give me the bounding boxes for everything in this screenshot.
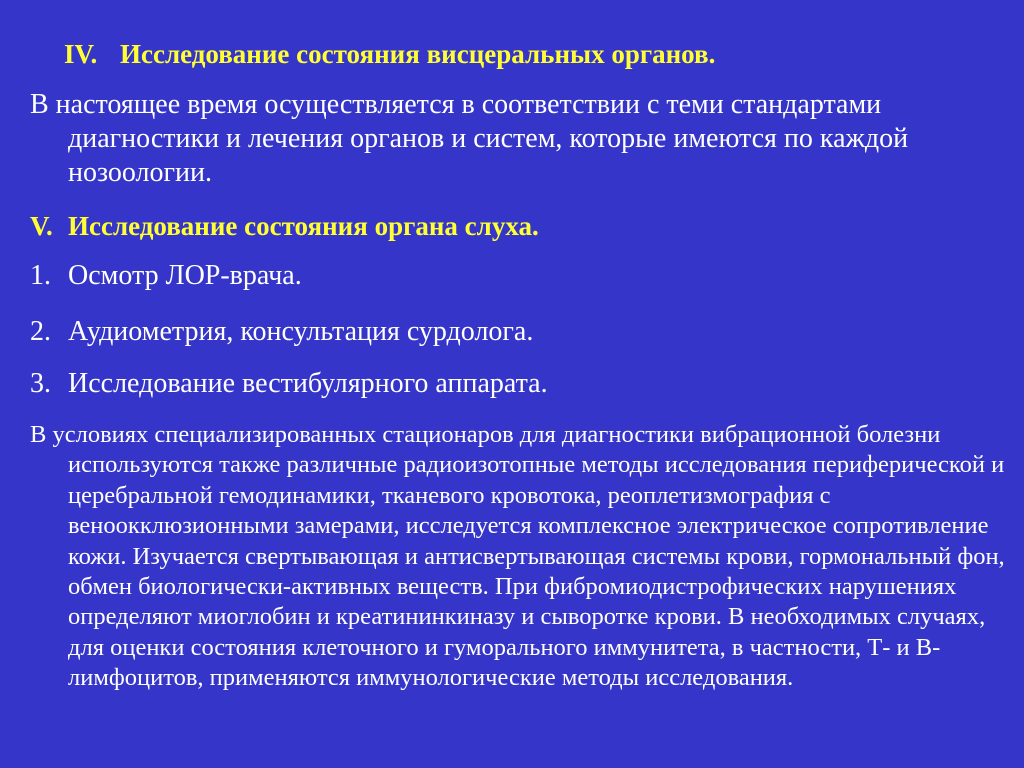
section-heading-iv	[64, 38, 715, 70]
paragraph-visceral-organs: В настоящее время осуществляется в соответствии с теми стандартами диагностики и лечения органов и систем, которые имеются по каждой нозоологии.	[30, 89, 909, 188]
list-item-text: Осмотр ЛОР-врача.	[68, 260, 302, 291]
list-item	[30, 315, 533, 349]
section-title: Исследование состояния органа слуха.	[68, 211, 539, 241]
list-item-number: 2.	[30, 316, 51, 347]
list-item-number: 1.	[30, 260, 51, 291]
list-item-text: Аудиометрия, консультация сурдолога.	[68, 316, 534, 347]
list-item	[30, 367, 548, 401]
section-number: V.	[30, 211, 53, 241]
list-item	[30, 259, 302, 293]
section-title: Исследование состояния висцеральных органов.	[120, 39, 716, 69]
paragraph-specialized-methods: В условиях специализированных стационаров для диагностики вибрационной болезни используются также различные радиоизотопные методы исследования периферической и церебральной гемодинамики, тканевого кровотока, реоплетизмография с веноокклюзионными замерами, исследуется комплексное электрическое сопротивление кожи. Изучается свертывающая и антисвертывающая системы крови, гормональный фон, обмен биологически-активных веществ. При фибромиодистрофических нарушениях определяют миоглобин и креатининкиназу и сыворотке крови. В необходимых случаях, для оценки состояния клеточного и гуморального иммунитета, в частности, Т- и В-лимфоцитов, применяются иммунологические методы исследования.	[30, 421, 1005, 692]
section-number: IV.	[64, 39, 98, 69]
list-item-text: Исследование вестибулярного аппарата.	[68, 368, 548, 399]
section-heading-v	[30, 210, 539, 242]
list-item-number: 3.	[30, 368, 51, 399]
